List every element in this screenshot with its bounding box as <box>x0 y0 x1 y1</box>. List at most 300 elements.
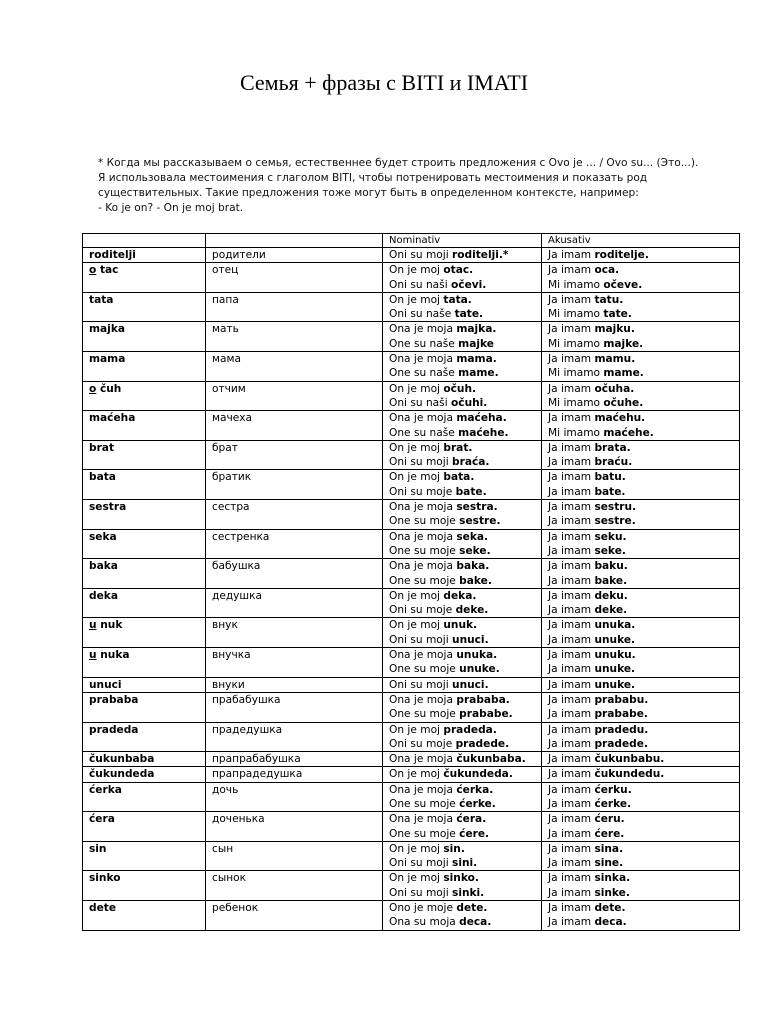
phrase-bold: dete. <box>456 902 488 915</box>
table-row <box>83 381 740 411</box>
phrase-line <box>548 307 739 321</box>
phrase-line <box>389 723 541 737</box>
intro-line: существительных. Такие предложения тоже могут быть в определенном контексте, например: <box>98 187 639 199</box>
table-row <box>83 648 740 678</box>
phrase-bold: očuhi. <box>451 396 488 409</box>
phrase-bold: prababa. <box>456 693 510 706</box>
phrase-plain: Ja imam <box>548 678 595 691</box>
table-row <box>83 440 740 470</box>
phrase-line <box>548 530 739 544</box>
word-text: roditelji <box>89 249 136 261</box>
phrase-plain: One su moje <box>389 708 460 721</box>
phrase-bold: bate. <box>594 485 626 498</box>
phrase-line <box>548 752 739 766</box>
phrase-plain: Oni su moji <box>389 249 453 261</box>
phrase-bold: majka. <box>456 323 497 336</box>
phrase-bold: tate. <box>454 308 484 321</box>
phrase-plain: Ja imam <box>548 753 595 766</box>
phrase-bold: ćere. <box>459 827 490 840</box>
phrase-bold: deke. <box>455 604 489 617</box>
phrase-bold: sini. <box>452 857 478 870</box>
phrase-plain: Ona je moja <box>389 412 457 425</box>
phrase-plain: On je moj <box>389 471 444 484</box>
word-cell <box>83 588 206 618</box>
phrase-plain: Ja imam <box>548 293 595 306</box>
phrase-line <box>389 871 541 885</box>
translation-cell: сестренка <box>206 529 383 559</box>
phrase-plain: Ja imam <box>548 485 595 498</box>
phrase-plain: On je moj <box>389 619 444 632</box>
phrase-bold: bate. <box>455 485 487 498</box>
phrase-line <box>548 767 739 781</box>
phrase-bold: unuke. <box>459 663 500 676</box>
phrase-bold: bake. <box>459 574 492 587</box>
translation-cell: отец <box>206 263 383 293</box>
phrase-plain: On je moj <box>389 293 444 306</box>
phrase-bold: bata. <box>443 471 475 484</box>
phrase-line <box>548 544 739 558</box>
phrase-plain: Ja imam <box>548 886 595 899</box>
phrase-line <box>389 856 541 870</box>
translation-cell: прадедушка <box>206 722 383 752</box>
phrase-bold: brat. <box>443 441 473 454</box>
phrase-bold: pradedu. <box>594 723 649 736</box>
phrase-bold: pradede. <box>455 737 510 750</box>
nominativ-cell <box>383 352 542 382</box>
translation-cell: мать <box>206 322 383 352</box>
table-row <box>83 618 740 648</box>
translation-cell: прапрабабушка <box>206 752 383 767</box>
nominativ-cell <box>383 752 542 767</box>
translation-cell: мачеха <box>206 411 383 441</box>
phrase-plain: On je moj <box>389 842 444 855</box>
phrase-line <box>548 396 739 410</box>
phrase-plain: Ona je moja <box>389 323 457 336</box>
phrase-bold: mama. <box>456 353 497 366</box>
table-row <box>83 841 740 871</box>
phrase-plain: Ja imam <box>548 544 595 557</box>
phrase-bold: sinki. <box>452 886 485 899</box>
word-text: tata <box>89 293 114 306</box>
phrase-plain: Ja imam <box>548 842 595 855</box>
phrase-bold: unuci. <box>452 633 489 646</box>
phrase-bold: roditelje. <box>594 249 649 261</box>
phrase-bold: baka. <box>456 560 490 573</box>
phrase-bold: oca. <box>594 264 620 277</box>
phrase-line <box>548 886 739 900</box>
word-underlined-part: u <box>89 649 97 662</box>
translation-cell: папа <box>206 292 383 322</box>
phrase-line <box>389 693 541 707</box>
translation-cell: брат <box>206 440 383 470</box>
phrase-bold: očuha. <box>594 382 635 395</box>
phrase-bold: ćerka. <box>456 783 494 796</box>
word-text: baka <box>89 560 118 573</box>
table-row <box>83 871 740 901</box>
akusativ-cell <box>542 722 740 752</box>
phrase-line <box>389 530 541 544</box>
word-cell <box>83 841 206 871</box>
phrase-line <box>389 707 541 721</box>
phrase-line <box>389 574 541 588</box>
translation-cell: внук <box>206 618 383 648</box>
word-text: nuka <box>96 649 130 662</box>
phrase-line <box>389 752 541 766</box>
phrase-plain: Ja imam <box>548 902 595 915</box>
phrase-plain: One su naše <box>389 337 459 350</box>
phrase-bold: unuke. <box>594 633 636 646</box>
phrase-line <box>389 886 541 900</box>
header-akusativ: Akusativ <box>542 234 740 248</box>
table-row <box>83 677 740 692</box>
phrase-line <box>389 915 541 929</box>
phrase-bold: majke <box>458 337 494 350</box>
phrase-plain: One su naše <box>389 367 459 380</box>
word-text: seka <box>89 530 117 543</box>
phrase-line <box>548 723 739 737</box>
phrase-plain: Ja imam <box>548 916 595 929</box>
phrase-plain: On je moj <box>389 382 444 395</box>
phrase-bold: mame. <box>458 367 499 380</box>
phrase-bold: ćerke. <box>594 797 632 810</box>
akusativ-cell <box>542 529 740 559</box>
word-cell <box>83 722 206 752</box>
phrase-bold: čukundedu. <box>594 768 665 781</box>
phrase-plain: Oni su moji <box>389 678 453 691</box>
translation-cell: дедушка <box>206 588 383 618</box>
phrase-bold: baku. <box>594 560 628 573</box>
phrase-bold: majku. <box>594 323 635 336</box>
nominativ-cell <box>383 588 542 618</box>
word-cell <box>83 263 206 293</box>
phrase-bold: majke. <box>603 337 644 350</box>
phrase-bold: čukunbaba. <box>456 753 526 766</box>
word-text: tac <box>96 264 119 277</box>
phrase-bold: čukunbabu. <box>594 753 665 766</box>
phrase-bold: prababe. <box>594 708 648 721</box>
phrase-plain: Ona je moja <box>389 753 457 766</box>
word-text: nuk <box>96 619 123 632</box>
phrase-bold: sestre. <box>459 515 501 528</box>
phrase-bold: mame. <box>603 367 644 380</box>
phrase-line <box>548 783 739 797</box>
phrase-plain: Ja imam <box>548 693 595 706</box>
translation-cell: сынок <box>206 871 383 901</box>
phrase-plain: Oni su moji <box>389 456 453 469</box>
word-cell <box>83 248 206 263</box>
phrase-line <box>389 842 541 856</box>
table-row <box>83 901 740 931</box>
word-text: dete <box>89 902 117 915</box>
phrase-bold: očuhe. <box>603 396 644 409</box>
phrase-plain: Ja imam <box>548 560 595 573</box>
word-cell <box>83 352 206 382</box>
phrase-plain: Ja imam <box>548 501 595 514</box>
phrase-bold: pradeda. <box>443 723 497 736</box>
phrase-line <box>548 441 739 455</box>
phrase-plain: Mi imamo <box>548 308 604 321</box>
translation-cell: прапрадедушка <box>206 767 383 782</box>
phrase-bold: maćeha. <box>456 412 507 425</box>
phrase-bold: maćehu. <box>594 412 646 425</box>
translation-cell: прабабушка <box>206 692 383 722</box>
phrase-line <box>389 322 541 336</box>
phrase-line <box>389 544 541 558</box>
phrase-plain: Mi imamo <box>548 337 604 350</box>
akusativ-cell <box>542 559 740 589</box>
phrase-line <box>548 737 739 751</box>
akusativ-cell <box>542 812 740 842</box>
phrase-line <box>548 500 739 514</box>
phrase-line <box>548 382 739 396</box>
phrase-line <box>389 633 541 647</box>
vocabulary-table-body <box>83 234 740 931</box>
phrase-bold: batu. <box>594 471 626 484</box>
table-row <box>83 263 740 293</box>
word-cell <box>83 292 206 322</box>
akusativ-cell <box>542 871 740 901</box>
word-text: deka <box>89 589 118 602</box>
phrase-bold: seke. <box>594 544 626 557</box>
akusativ-cell <box>542 841 740 871</box>
nominativ-cell <box>383 292 542 322</box>
phrase-plain: Oni su moji <box>389 886 453 899</box>
phrase-bold: sinke. <box>594 886 630 899</box>
word-cell <box>83 812 206 842</box>
page-title: Семья + фразы с BITI и IMATI <box>239 70 529 95</box>
word-underlined-part: u <box>89 619 97 632</box>
phrase-plain: One su moje <box>389 544 460 557</box>
nominativ-cell <box>383 692 542 722</box>
phrase-bold: unuci. <box>452 678 489 691</box>
word-text: ćera <box>89 813 115 826</box>
nominativ-cell <box>383 529 542 559</box>
word-text: mama <box>89 353 126 366</box>
phrase-bold: prababu. <box>594 693 649 706</box>
translation-cell: внучка <box>206 648 383 678</box>
word-cell <box>83 692 206 722</box>
phrase-line <box>389 426 541 440</box>
phrase-plain: Mi imamo <box>548 426 604 439</box>
phrase-line <box>389 293 541 307</box>
phrase-plain: Ja imam <box>548 249 595 261</box>
phrase-bold: ćere. <box>594 827 625 840</box>
akusativ-cell <box>542 500 740 530</box>
phrase-line <box>548 322 739 336</box>
phrase-line <box>389 589 541 603</box>
word-cell <box>83 782 206 812</box>
phrase-plain: Ja imam <box>548 768 595 781</box>
phrase-plain: Mi imamo <box>548 278 604 291</box>
phrase-bold: očuh. <box>443 382 477 395</box>
nominativ-cell <box>383 901 542 931</box>
phrase-plain: One su naše <box>389 426 459 439</box>
akusativ-cell <box>542 782 740 812</box>
phrase-plain: Ja imam <box>548 663 595 676</box>
translation-cell: родители <box>206 248 383 263</box>
akusativ-cell <box>542 767 740 782</box>
translation-cell: сестра <box>206 500 383 530</box>
phrase-bold: ćera. <box>456 813 487 826</box>
akusativ-cell <box>542 352 740 382</box>
phrase-line <box>389 470 541 484</box>
phrase-bold: braću. <box>594 456 633 469</box>
phrase-plain: Ona je moja <box>389 649 457 662</box>
akusativ-cell <box>542 677 740 692</box>
akusativ-cell <box>542 322 740 352</box>
phrase-plain: One su moje <box>389 797 460 810</box>
phrase-line <box>389 797 541 811</box>
translation-cell: внуки <box>206 677 383 692</box>
word-cell <box>83 381 206 411</box>
phrase-plain: Ja imam <box>548 515 595 528</box>
phrase-bold: bake. <box>594 574 628 587</box>
phrase-plain: Ja imam <box>548 412 595 425</box>
phrase-line <box>389 485 541 499</box>
phrase-bold: sestra. <box>456 501 498 514</box>
phrase-bold: sestre. <box>594 515 636 528</box>
table-row <box>83 470 740 500</box>
phrase-line <box>389 827 541 841</box>
phrase-bold: očevi. <box>451 278 487 291</box>
phrase-bold: seku. <box>594 530 627 543</box>
phrase-line <box>548 559 739 573</box>
phrase-line <box>548 293 739 307</box>
phrase-bold: unuku. <box>594 649 636 662</box>
phrase-bold: pradede. <box>594 737 648 750</box>
phrase-line <box>389 767 541 781</box>
phrase-plain: Ona je moja <box>389 693 457 706</box>
nominativ-cell <box>383 470 542 500</box>
phrase-bold: dete. <box>594 902 626 915</box>
word-text: čukunbaba <box>89 753 155 766</box>
phrase-bold: unuke. <box>594 678 636 691</box>
phrase-plain: On je moj <box>389 589 444 602</box>
table-row <box>83 782 740 812</box>
word-text: majka <box>89 323 126 336</box>
word-cell <box>83 559 206 589</box>
nominativ-cell <box>383 500 542 530</box>
phrase-line <box>389 901 541 915</box>
phrase-bold: sine. <box>594 857 624 870</box>
word-cell <box>83 322 206 352</box>
phrase-bold: sinka. <box>594 872 631 885</box>
nominativ-cell <box>383 677 542 692</box>
phrase-line <box>548 633 739 647</box>
phrase-plain: Ja imam <box>548 604 595 617</box>
phrase-plain: Ja imam <box>548 708 595 721</box>
word-text: maćeha <box>89 412 136 425</box>
word-cell <box>83 677 206 692</box>
phrase-line <box>548 455 739 469</box>
phrase-bold: maćehe. <box>603 426 654 439</box>
table-row <box>83 500 740 530</box>
phrase-line <box>389 411 541 425</box>
phrase-line <box>389 737 541 751</box>
phrase-line <box>389 278 541 292</box>
akusativ-cell <box>542 470 740 500</box>
phrase-bold: ćeru. <box>594 813 625 826</box>
nominativ-cell <box>383 248 542 263</box>
phrase-line <box>548 707 739 721</box>
phrase-bold: ćerke. <box>459 797 496 810</box>
phrase-plain: Oni su moji <box>389 857 453 870</box>
nominativ-cell <box>383 618 542 648</box>
phrase-plain: Ja imam <box>548 797 595 810</box>
phrase-line <box>389 678 541 692</box>
header-word <box>83 234 206 248</box>
phrase-line <box>389 366 541 380</box>
phrase-bold: deka. <box>443 589 477 602</box>
phrase-plain: Ja imam <box>548 633 595 646</box>
phrase-plain: Ja imam <box>548 723 595 736</box>
phrase-line <box>389 441 541 455</box>
phrase-bold: deca. <box>459 916 492 929</box>
phrase-plain: Oni su naše <box>389 308 455 321</box>
phrase-bold: tata. <box>443 293 472 306</box>
phrase-plain: Oni su naši <box>389 396 452 409</box>
phrase-line <box>548 263 739 277</box>
phrase-plain: Ja imam <box>548 649 595 662</box>
akusativ-cell <box>542 248 740 263</box>
phrase-line <box>548 514 739 528</box>
table-row <box>83 812 740 842</box>
akusativ-cell <box>542 411 740 441</box>
table-row <box>83 692 740 722</box>
phrase-plain: Ja imam <box>548 813 595 826</box>
phrase-line <box>548 678 739 692</box>
word-text: pradeda <box>89 723 139 736</box>
phrase-bold: seka. <box>456 530 489 543</box>
phrase-line <box>548 797 739 811</box>
phrase-bold: deku. <box>594 589 628 602</box>
phrase-plain: Ja imam <box>548 471 595 484</box>
phrase-line <box>548 662 739 676</box>
phrase-line <box>548 411 739 425</box>
word-cell <box>83 648 206 678</box>
phrase-plain: Ja imam <box>548 323 595 336</box>
phrase-line <box>389 500 541 514</box>
phrase-bold: unuka. <box>456 649 498 662</box>
phrase-bold: otac. <box>443 264 474 277</box>
phrase-bold: deca. <box>594 916 627 929</box>
phrase-bold: mamu. <box>594 353 636 366</box>
akusativ-cell <box>542 648 740 678</box>
table-row <box>83 752 740 767</box>
nominativ-cell <box>383 648 542 678</box>
phrase-line <box>548 618 739 632</box>
phrase-line <box>389 382 541 396</box>
table-row <box>83 352 740 382</box>
table-row <box>83 722 740 752</box>
phrase-line <box>548 485 739 499</box>
phrase-line <box>548 871 739 885</box>
nominativ-cell <box>383 812 542 842</box>
phrase-line <box>389 514 541 528</box>
translation-cell: сын <box>206 841 383 871</box>
intro-line: * Когда мы рассказываем о семья, естественнее будет строить предложения с Ovo je ... / Ovo su... (Это...). <box>98 157 699 169</box>
phrase-plain: Ona je moja <box>389 560 457 573</box>
word-text: sestra <box>89 501 127 514</box>
table-row <box>83 411 740 441</box>
translation-cell: мама <box>206 352 383 382</box>
phrase-bold: braća. <box>452 456 490 469</box>
header-nominativ: Nominativ <box>383 234 542 248</box>
phrase-plain: Ona je moja <box>389 783 457 796</box>
vocabulary-table <box>82 233 740 931</box>
phrase-line <box>548 648 739 662</box>
phrase-line <box>548 574 739 588</box>
